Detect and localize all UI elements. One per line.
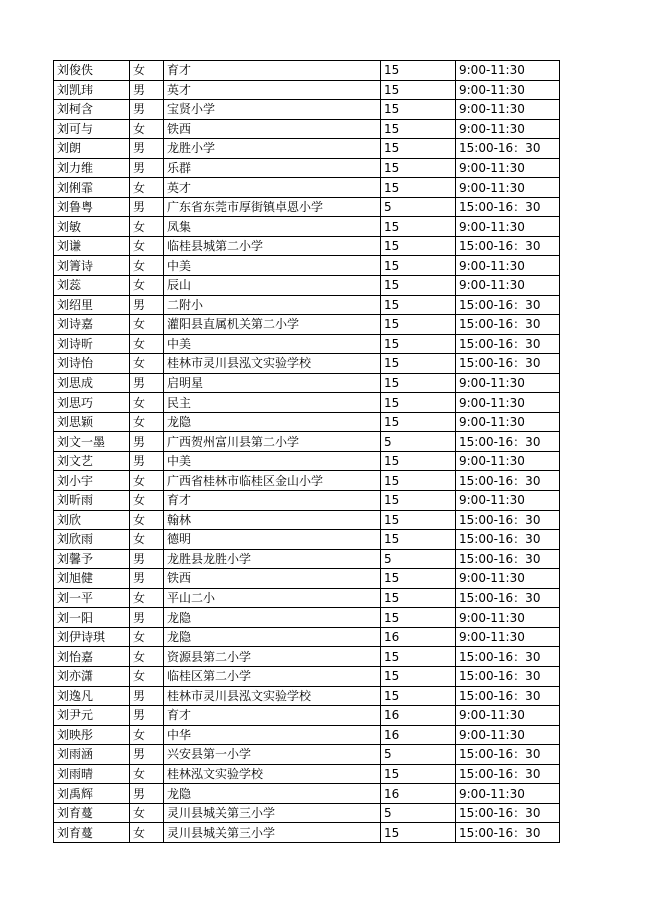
table-row xyxy=(54,608,560,628)
age-cell: 15 xyxy=(381,236,456,256)
table-row xyxy=(54,178,560,198)
age-cell: 15 xyxy=(381,510,456,530)
age-cell: 15 xyxy=(381,686,456,706)
time-cell: 9:00-11:30 xyxy=(456,627,560,647)
school-cell: 龙隐 xyxy=(164,412,381,432)
sex-cell: 女 xyxy=(130,334,164,354)
name-cell: 刘俊佚 xyxy=(54,61,130,81)
table-row xyxy=(54,295,560,315)
table-row xyxy=(54,823,560,843)
age-cell: 5 xyxy=(381,549,456,569)
sex-cell: 男 xyxy=(130,451,164,471)
time-cell: 9:00-11:30 xyxy=(456,373,560,393)
school-cell: 灌阳县直属机关第二小学 xyxy=(164,315,381,335)
table-row xyxy=(54,276,560,296)
age-cell: 15 xyxy=(381,334,456,354)
sex-cell: 女 xyxy=(130,178,164,198)
table-row xyxy=(54,530,560,550)
time-cell: 9:00-11:30 xyxy=(456,80,560,100)
name-cell: 刘柯含 xyxy=(54,100,130,120)
time-cell: 15:00-16：30 xyxy=(456,745,560,765)
table-row xyxy=(54,666,560,686)
time-cell: 9:00-11:30 xyxy=(456,217,560,237)
age-cell: 15 xyxy=(381,276,456,296)
sex-cell: 女 xyxy=(130,276,164,296)
school-cell: 育才 xyxy=(164,706,381,726)
sex-cell: 男 xyxy=(130,100,164,120)
school-cell: 广西省桂林市临桂区金山小学 xyxy=(164,471,381,491)
school-cell: 中美 xyxy=(164,451,381,471)
sex-cell: 男 xyxy=(130,158,164,178)
time-cell: 15:00-16：30 xyxy=(456,647,560,667)
name-cell: 刘育蔓 xyxy=(54,803,130,823)
name-cell: 刘逸凡 xyxy=(54,686,130,706)
school-cell: 平山二小 xyxy=(164,588,381,608)
school-cell: 中美 xyxy=(164,256,381,276)
age-cell: 16 xyxy=(381,627,456,647)
age-cell: 15 xyxy=(381,119,456,139)
school-cell: 宝贤小学 xyxy=(164,100,381,120)
age-cell: 15 xyxy=(381,530,456,550)
sex-cell: 男 xyxy=(130,549,164,569)
time-cell: 15:00-16：30 xyxy=(456,764,560,784)
school-cell: 龙隐 xyxy=(164,627,381,647)
age-cell: 15 xyxy=(381,491,456,511)
name-cell: 刘思颖 xyxy=(54,412,130,432)
time-cell: 15:00-16：30 xyxy=(456,471,560,491)
sex-cell: 女 xyxy=(130,666,164,686)
school-cell: 铁西 xyxy=(164,119,381,139)
sex-cell: 男 xyxy=(130,608,164,628)
age-cell: 15 xyxy=(381,256,456,276)
time-cell: 9:00-11:30 xyxy=(456,569,560,589)
name-cell: 刘绍里 xyxy=(54,295,130,315)
table-row xyxy=(54,588,560,608)
sex-cell: 女 xyxy=(130,236,164,256)
sex-cell: 女 xyxy=(130,491,164,511)
name-cell: 刘映彤 xyxy=(54,725,130,745)
school-cell: 凤集 xyxy=(164,217,381,237)
age-cell: 15 xyxy=(381,158,456,178)
table-row xyxy=(54,80,560,100)
sex-cell: 男 xyxy=(130,373,164,393)
table-row xyxy=(54,158,560,178)
age-cell: 15 xyxy=(381,217,456,237)
school-cell: 龙隐 xyxy=(164,608,381,628)
name-cell: 刘亦潇 xyxy=(54,666,130,686)
time-cell: 9:00-11:30 xyxy=(456,706,560,726)
table-row xyxy=(54,236,560,256)
sex-cell: 女 xyxy=(130,315,164,335)
time-cell: 15:00-16：30 xyxy=(456,315,560,335)
time-cell: 15:00-16：30 xyxy=(456,334,560,354)
time-cell: 15:00-16：30 xyxy=(456,139,560,159)
school-cell: 广西贺州富川县第二小学 xyxy=(164,432,381,452)
age-cell: 15 xyxy=(381,647,456,667)
sex-cell: 男 xyxy=(130,784,164,804)
table-row xyxy=(54,686,560,706)
school-cell: 铁西 xyxy=(164,569,381,589)
table-row xyxy=(54,354,560,374)
time-cell: 15:00-16：30 xyxy=(456,295,560,315)
table-row xyxy=(54,315,560,335)
sex-cell: 男 xyxy=(130,686,164,706)
school-cell: 桂林市灵川县泓文实验学校 xyxy=(164,686,381,706)
table-row xyxy=(54,725,560,745)
time-cell: 15:00-16：30 xyxy=(456,823,560,843)
school-cell: 临桂区第二小学 xyxy=(164,666,381,686)
school-cell: 英才 xyxy=(164,178,381,198)
school-cell: 灵川县城关第三小学 xyxy=(164,803,381,823)
age-cell: 15 xyxy=(381,80,456,100)
sex-cell: 女 xyxy=(130,119,164,139)
sex-cell: 女 xyxy=(130,354,164,374)
school-cell: 德明 xyxy=(164,530,381,550)
age-cell: 16 xyxy=(381,784,456,804)
time-cell: 15:00-16：30 xyxy=(456,803,560,823)
sex-cell: 女 xyxy=(130,510,164,530)
age-cell: 5 xyxy=(381,432,456,452)
age-cell: 15 xyxy=(381,666,456,686)
name-cell: 刘欣雨 xyxy=(54,530,130,550)
age-cell: 15 xyxy=(381,451,456,471)
age-cell: 15 xyxy=(381,354,456,374)
age-cell: 15 xyxy=(381,100,456,120)
time-cell: 9:00-11:30 xyxy=(456,119,560,139)
table-row xyxy=(54,451,560,471)
age-cell: 15 xyxy=(381,315,456,335)
name-cell: 刘雨涵 xyxy=(54,745,130,765)
time-cell: 15:00-16：30 xyxy=(456,686,560,706)
time-cell: 15:00-16：30 xyxy=(456,354,560,374)
school-cell: 龙胜县龙胜小学 xyxy=(164,549,381,569)
school-cell: 英才 xyxy=(164,80,381,100)
name-cell: 刘俐霏 xyxy=(54,178,130,198)
time-cell: 9:00-11:30 xyxy=(456,784,560,804)
table-row xyxy=(54,139,560,159)
table-row xyxy=(54,217,560,237)
name-cell: 刘箐诗 xyxy=(54,256,130,276)
table-row xyxy=(54,334,560,354)
sex-cell: 女 xyxy=(130,530,164,550)
school-cell: 桂林市灵川县泓文实验学校 xyxy=(164,354,381,374)
table-row xyxy=(54,471,560,491)
name-cell: 刘可与 xyxy=(54,119,130,139)
school-cell: 翰林 xyxy=(164,510,381,530)
table-row xyxy=(54,569,560,589)
age-cell: 15 xyxy=(381,608,456,628)
time-cell: 9:00-11:30 xyxy=(456,608,560,628)
time-cell: 9:00-11:30 xyxy=(456,491,560,511)
time-cell: 9:00-11:30 xyxy=(456,393,560,413)
name-cell: 刘一平 xyxy=(54,588,130,608)
table-row xyxy=(54,803,560,823)
name-cell: 刘昕雨 xyxy=(54,491,130,511)
name-cell: 刘禹辉 xyxy=(54,784,130,804)
school-cell: 育才 xyxy=(164,61,381,81)
sex-cell: 女 xyxy=(130,412,164,432)
age-cell: 5 xyxy=(381,803,456,823)
time-cell: 15:00-16：30 xyxy=(456,432,560,452)
age-cell: 15 xyxy=(381,764,456,784)
table-row xyxy=(54,393,560,413)
table-row xyxy=(54,627,560,647)
sex-cell: 女 xyxy=(130,823,164,843)
time-cell: 15:00-16：30 xyxy=(456,549,560,569)
name-cell: 刘思巧 xyxy=(54,393,130,413)
school-cell: 资源县第二小学 xyxy=(164,647,381,667)
time-cell: 9:00-11:30 xyxy=(456,256,560,276)
age-cell: 5 xyxy=(381,197,456,217)
table-row xyxy=(54,784,560,804)
school-cell: 灵川县城关第三小学 xyxy=(164,823,381,843)
sex-cell: 女 xyxy=(130,393,164,413)
name-cell: 刘凯玮 xyxy=(54,80,130,100)
time-cell: 15:00-16：30 xyxy=(456,510,560,530)
sex-cell: 男 xyxy=(130,197,164,217)
sex-cell: 男 xyxy=(130,80,164,100)
age-cell: 15 xyxy=(381,471,456,491)
table-row xyxy=(54,491,560,511)
name-cell: 刘育蔓 xyxy=(54,823,130,843)
table-row xyxy=(54,510,560,530)
sex-cell: 女 xyxy=(130,61,164,81)
sex-cell: 女 xyxy=(130,764,164,784)
table-row xyxy=(54,256,560,276)
time-cell: 15:00-16：30 xyxy=(456,530,560,550)
school-cell: 民主 xyxy=(164,393,381,413)
sex-cell: 女 xyxy=(130,588,164,608)
table-row xyxy=(54,100,560,120)
time-cell: 9:00-11:30 xyxy=(456,276,560,296)
age-cell: 15 xyxy=(381,295,456,315)
table-row xyxy=(54,647,560,667)
name-cell: 刘馨予 xyxy=(54,549,130,569)
age-cell: 15 xyxy=(381,823,456,843)
sex-cell: 男 xyxy=(130,706,164,726)
name-cell: 刘思成 xyxy=(54,373,130,393)
school-cell: 启明星 xyxy=(164,373,381,393)
name-cell: 刘小宇 xyxy=(54,471,130,491)
name-cell: 刘鲁粤 xyxy=(54,197,130,217)
time-cell: 9:00-11:30 xyxy=(456,412,560,432)
table-row xyxy=(54,432,560,452)
school-cell: 中美 xyxy=(164,334,381,354)
time-cell: 9:00-11:30 xyxy=(456,451,560,471)
name-cell: 刘尹元 xyxy=(54,706,130,726)
time-cell: 15:00-16：30 xyxy=(456,666,560,686)
table-row xyxy=(54,549,560,569)
name-cell: 刘诗嘉 xyxy=(54,315,130,335)
school-cell: 兴安县第一小学 xyxy=(164,745,381,765)
age-cell: 15 xyxy=(381,139,456,159)
time-cell: 15:00-16：30 xyxy=(456,197,560,217)
school-cell: 广东省东莞市厚街镇卓恩小学 xyxy=(164,197,381,217)
name-cell: 刘伊诗琪 xyxy=(54,627,130,647)
table-row xyxy=(54,119,560,139)
table-body xyxy=(54,61,560,843)
age-cell: 5 xyxy=(381,745,456,765)
age-cell: 15 xyxy=(381,588,456,608)
age-cell: 15 xyxy=(381,61,456,81)
sex-cell: 女 xyxy=(130,647,164,667)
school-cell: 育才 xyxy=(164,491,381,511)
sex-cell: 女 xyxy=(130,256,164,276)
name-cell: 刘谦 xyxy=(54,236,130,256)
name-cell: 刘文一墨 xyxy=(54,432,130,452)
name-cell: 刘雨晴 xyxy=(54,764,130,784)
school-cell: 乐群 xyxy=(164,158,381,178)
sex-cell: 女 xyxy=(130,725,164,745)
sex-cell: 女 xyxy=(130,471,164,491)
sex-cell: 男 xyxy=(130,139,164,159)
table-row xyxy=(54,61,560,81)
age-cell: 16 xyxy=(381,725,456,745)
name-cell: 刘欣 xyxy=(54,510,130,530)
sex-cell: 男 xyxy=(130,432,164,452)
age-cell: 15 xyxy=(381,178,456,198)
registration-table xyxy=(53,60,560,843)
time-cell: 9:00-11:30 xyxy=(456,158,560,178)
name-cell: 刘力维 xyxy=(54,158,130,178)
name-cell: 刘诗怡 xyxy=(54,354,130,374)
time-cell: 15:00-16：30 xyxy=(456,236,560,256)
table-row xyxy=(54,197,560,217)
name-cell: 刘敏 xyxy=(54,217,130,237)
table-row xyxy=(54,373,560,393)
school-cell: 临桂县城第二小学 xyxy=(164,236,381,256)
name-cell: 刘朗 xyxy=(54,139,130,159)
school-cell: 辰山 xyxy=(164,276,381,296)
time-cell: 9:00-11:30 xyxy=(456,725,560,745)
age-cell: 16 xyxy=(381,706,456,726)
name-cell: 刘诗昕 xyxy=(54,334,130,354)
name-cell: 刘文艺 xyxy=(54,451,130,471)
sex-cell: 男 xyxy=(130,745,164,765)
school-cell: 龙隐 xyxy=(164,784,381,804)
time-cell: 9:00-11:30 xyxy=(456,100,560,120)
age-cell: 15 xyxy=(381,393,456,413)
name-cell: 刘旭健 xyxy=(54,569,130,589)
sex-cell: 女 xyxy=(130,217,164,237)
table-row xyxy=(54,745,560,765)
table-row xyxy=(54,764,560,784)
name-cell: 刘蕊 xyxy=(54,276,130,296)
name-cell: 刘怡嘉 xyxy=(54,647,130,667)
table-row xyxy=(54,706,560,726)
school-cell: 二附小 xyxy=(164,295,381,315)
age-cell: 15 xyxy=(381,412,456,432)
school-cell: 龙胜小学 xyxy=(164,139,381,159)
time-cell: 15:00-16：30 xyxy=(456,588,560,608)
sex-cell: 男 xyxy=(130,295,164,315)
sex-cell: 女 xyxy=(130,803,164,823)
name-cell: 刘一阳 xyxy=(54,608,130,628)
time-cell: 9:00-11:30 xyxy=(456,61,560,81)
table-row xyxy=(54,412,560,432)
time-cell: 9:00-11:30 xyxy=(456,178,560,198)
age-cell: 15 xyxy=(381,373,456,393)
school-cell: 中华 xyxy=(164,725,381,745)
school-cell: 桂林泓文实验学校 xyxy=(164,764,381,784)
sex-cell: 男 xyxy=(130,569,164,589)
sex-cell: 女 xyxy=(130,627,164,647)
age-cell: 15 xyxy=(381,569,456,589)
